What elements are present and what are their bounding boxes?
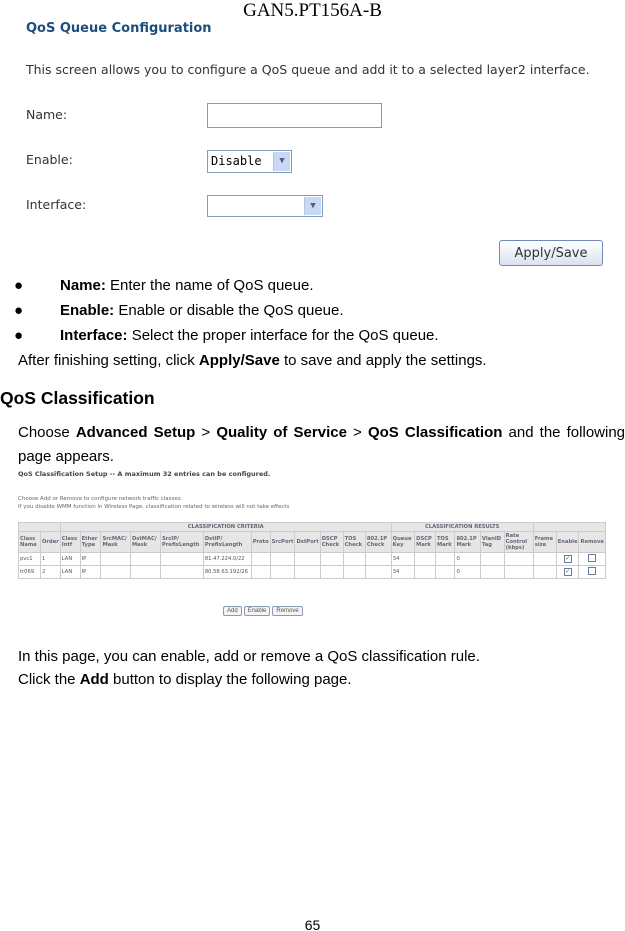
bullet-term: Interface: [60,327,128,344]
column-header: Ether Type [80,532,101,553]
table-cell: IP [80,566,101,579]
text: Click the [18,671,80,688]
group-criteria: CLASSIFICATION CRITERIA [60,523,391,532]
table-cell [101,566,130,579]
table-cell: IP [80,553,101,566]
page-number: 65 [304,917,321,931]
bullet-enable [60,302,344,319]
bullet-text: Select the proper interface for the QoS queue. [127,327,439,344]
table-cell [533,553,556,566]
table-cell [480,566,504,579]
classification-table [18,522,606,579]
text-bold: Add [79,671,109,688]
column-header: TOS Mark [435,532,454,553]
chevron-down-icon: ▼ [304,197,321,215]
table-cell [504,566,533,579]
table-cell: 34 [391,566,415,579]
table-cell [556,553,579,566]
table-cell [415,553,436,566]
bullet-name [60,277,314,294]
text-bold: Quality of Service [216,424,347,441]
remove-checkbox[interactable] [588,567,596,575]
table-cell [343,553,365,566]
column-header: DSCP Mark [415,532,436,553]
table-cell: 1 [41,553,61,566]
table-cell [533,566,556,579]
text: > [346,424,368,441]
remove-checkbox[interactable] [588,554,596,562]
after-paragraph [18,352,487,369]
table-cell [251,566,270,579]
table-cell: 0 [455,553,480,566]
table-cell [295,566,320,579]
enable-select[interactable] [207,150,292,173]
classification-buttons [223,599,305,617]
text: to save and apply the settings. [279,352,487,369]
table-cell [160,553,203,566]
column-header: DSCP Check [320,532,343,553]
table-cell [295,553,320,566]
column-header: DstMAC/ Mask [130,532,160,553]
text-bold: QoS Classification [367,424,503,441]
table-cell [415,566,436,579]
column-header: 802.1P Check [365,532,391,553]
table-cell: 0 [455,566,480,579]
table-cell: pvc1 [19,553,41,566]
table-cell [579,566,606,579]
table-cell [365,566,391,579]
bullet-icon: ● [14,302,24,319]
table-cell [130,566,160,579]
document-header: GAN5.PT156A-B [243,0,382,21]
enable-checkbox[interactable]: ✓ [565,555,571,562]
column-header: Remove [579,532,606,553]
queue-config-description: This screen allows you to configure a QoS queue and add it to a selected layer2 interface. [26,62,590,77]
interface-select[interactable] [207,195,323,217]
column-header: Queue Key [391,532,415,553]
table-cell [579,553,606,566]
column-header: SrcPort [270,532,295,553]
group-blank [19,523,61,532]
column-header: Frame size [533,532,556,553]
text: After finishing setting, click [18,352,199,369]
table-cell [435,553,454,566]
table-cell [101,553,130,566]
column-header: DstPort [295,532,320,553]
table-cell [320,566,343,579]
column-header: SrcIP/ PrefixLength [160,532,203,553]
column-header: Rate Control (kbps) [504,532,533,553]
bullet-term: Name: [60,277,106,294]
remove-button[interactable]: Remove [272,606,302,616]
bullet-text: Enter the name of QoS queue. [105,277,314,294]
table-cell: 34 [391,553,415,566]
column-header: DstIP/ PrefixLength [203,532,251,553]
enable-checkbox[interactable]: ✓ [565,568,571,575]
text: > [195,424,217,441]
bullet-icon: ● [14,277,24,294]
chevron-down-icon: ▼ [273,152,290,171]
interface-label: Interface: [26,197,87,212]
table-cell [365,553,391,566]
choose-paragraph [18,421,625,469]
queue-config-title: QoS Queue Configuration [26,21,212,36]
column-header: Proto [251,532,270,553]
classification-line2: If you disable WMM function in Wireless Page, classification related to wireless will not take effects [18,504,290,510]
text-bold: Apply/Save [198,352,280,369]
text: Choose [18,424,76,441]
table-cell [343,566,365,579]
text: button to display the following page. [108,671,352,688]
enable-label: Enable: [26,152,73,167]
column-header: Order [41,532,61,553]
table-row [19,553,606,566]
bullet-term: Enable: [60,302,115,319]
table-cell: LAN [60,566,80,579]
add-button[interactable]: Add [223,606,242,616]
table-cell [504,553,533,566]
name-label: Name: [26,107,68,122]
classification-title: QoS Classification Setup -- A maximum 32 entries can be configured. [18,470,271,478]
table-cell: 2 [41,566,61,579]
table-cell: 81.47.224.0/22 [203,553,251,566]
name-input[interactable] [207,103,382,128]
bullet-interface [60,327,439,344]
group-results: CLASSIFICATION RESULTS [391,523,533,532]
text-bold: Advanced Setup [75,424,196,441]
section-title: QoS Classification [0,388,155,408]
column-header: VlanID Tag [480,532,504,553]
table-row [19,566,606,579]
table-cell [320,553,343,566]
table-cell [435,566,454,579]
table-cell [251,553,270,566]
bullet-icon: ● [14,327,24,344]
table-cell: LAN [60,553,80,566]
column-header: Class Name [19,532,41,553]
table-cell [556,566,579,579]
paragraph-enable-add-remove: In this page, you can enable, add or remove a QoS classification rule. [18,648,480,665]
bullet-text: Enable or disable the QoS queue. [114,302,344,319]
column-header: Class Intf [60,532,80,553]
enable-button[interactable]: Enable [244,606,271,616]
text: and the following page appears. [18,424,625,465]
table-cell [270,553,295,566]
apply-save-button[interactable]: Apply/Save [499,240,603,266]
enable-select-value: Disable [211,154,262,168]
table-cell [130,553,160,566]
classification-line1: Choose Add or Remove to configure network traffic classes. [18,496,183,502]
table-cell: tr069 [19,566,41,579]
column-header: SrcMAC/ Mask [101,532,130,553]
column-header: Enable [556,532,579,553]
group-blank [533,523,605,532]
table-cell [270,566,295,579]
table-cell [480,553,504,566]
column-header: TOS Check [343,532,365,553]
table-cell [160,566,203,579]
paragraph-click-add [18,671,352,688]
column-header: 802.1P Mark [455,532,480,553]
table-cell: 80.58.63.192/26 [203,566,251,579]
